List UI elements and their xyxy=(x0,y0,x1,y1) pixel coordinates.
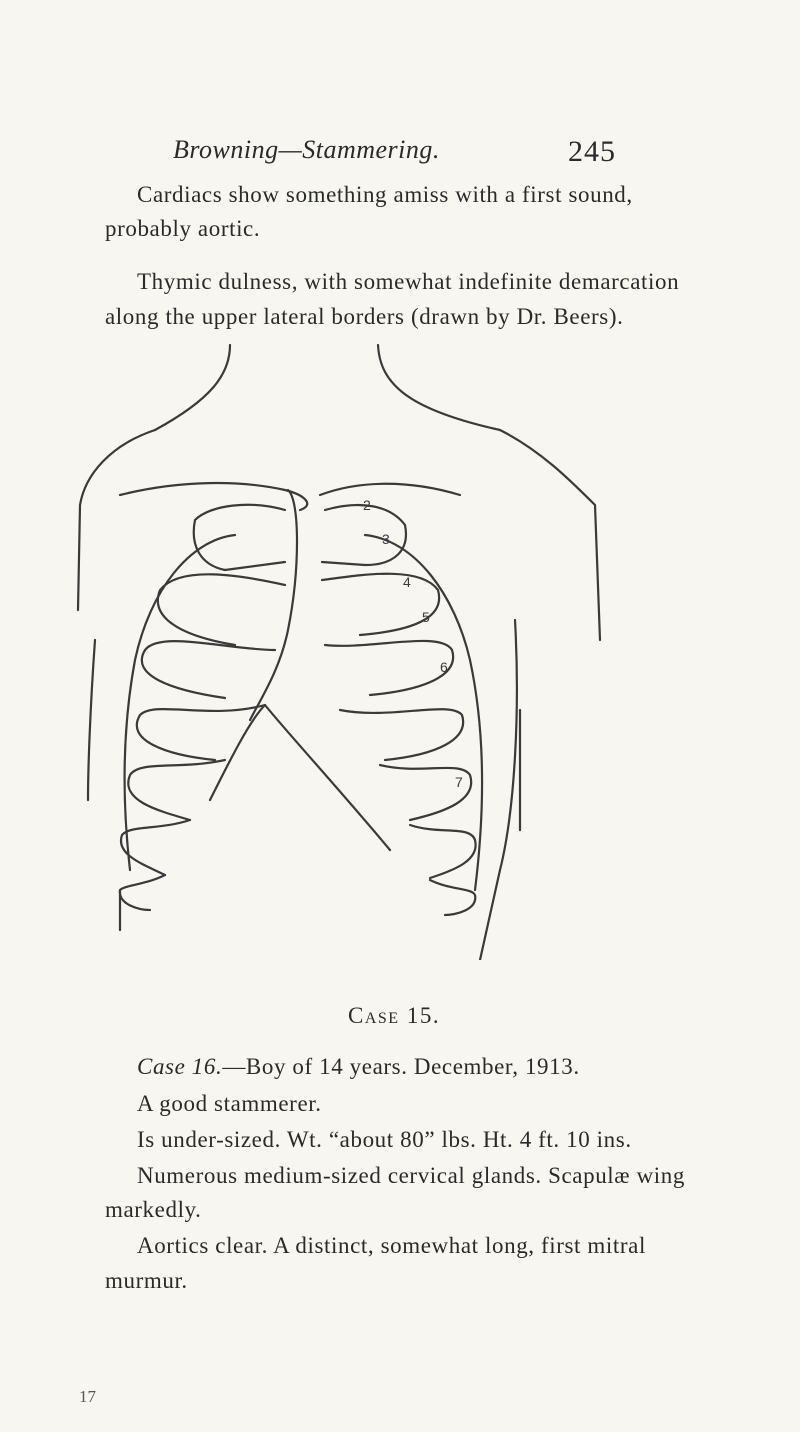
case16-line4: Numerous medium-sized cervical glands. Scapulæ wing xyxy=(137,1163,685,1188)
left-rib-5 xyxy=(128,760,225,820)
thorax-drawing xyxy=(60,330,620,960)
figure-caption: Case 15. xyxy=(348,1003,441,1028)
left-clavicle xyxy=(120,483,307,510)
case16-heading: Case 16. xyxy=(137,1054,223,1079)
right-shoulder-outline xyxy=(500,430,600,640)
right-rib-2 xyxy=(322,574,439,635)
left-rib-7 xyxy=(120,875,165,910)
case16-line1-text: —Boy of 14 years. December, 1913. xyxy=(222,1054,580,1079)
left-trunk-line xyxy=(88,640,95,800)
rib-label: 6 xyxy=(440,659,448,675)
case16-line2: A good stammerer. xyxy=(137,1091,322,1116)
rib-label: 2 xyxy=(363,497,371,513)
rib-label: 4 xyxy=(403,574,411,590)
paragraph-line: Cardiacs show something amiss with a first sound, xyxy=(137,182,633,207)
right-rib-6 xyxy=(410,825,476,878)
right-rib-7 xyxy=(430,880,475,915)
case16-line3: Is under-sized. Wt. “about 80” lbs. Ht. 4 ft. 10 ins. xyxy=(137,1127,632,1152)
case16-line7: murmur. xyxy=(105,1268,188,1293)
right-rib-4 xyxy=(340,709,463,760)
neck-left-line xyxy=(155,345,230,430)
running-header-title: Browning—Stammering. xyxy=(173,135,440,164)
left-rib-outer xyxy=(125,535,235,870)
right-trunk-line xyxy=(480,620,517,960)
case16-line5: markedly. xyxy=(105,1197,202,1222)
right-rib-3 xyxy=(325,641,453,695)
left-rib-2 xyxy=(158,574,285,645)
case16-line1 xyxy=(137,1050,580,1084)
rib-label: 7 xyxy=(455,774,463,790)
page-number: 245 xyxy=(568,135,616,168)
paragraph-line: along the upper lateral borders (drawn by Dr. Beers). xyxy=(105,304,624,329)
rib-label: 3 xyxy=(382,531,390,547)
right-clavicle xyxy=(320,484,460,495)
signature-mark: 17 xyxy=(79,1387,96,1406)
left-rib-3 xyxy=(142,641,275,698)
paragraph-line: Thymic dulness, with somewhat indefinite demarcation xyxy=(137,269,680,294)
paragraph-line: probably aortic. xyxy=(105,216,261,241)
rib-label: 5 xyxy=(422,609,430,625)
neck-right-line xyxy=(378,345,500,430)
costal-arch xyxy=(210,705,390,850)
left-shoulder-outline xyxy=(78,430,155,610)
left-rib-1 xyxy=(194,505,285,570)
sternum xyxy=(250,490,297,720)
case16-line6: Aortics clear. A distinct, somewhat long, first mitral xyxy=(137,1233,646,1258)
left-rib-6 xyxy=(121,820,190,875)
